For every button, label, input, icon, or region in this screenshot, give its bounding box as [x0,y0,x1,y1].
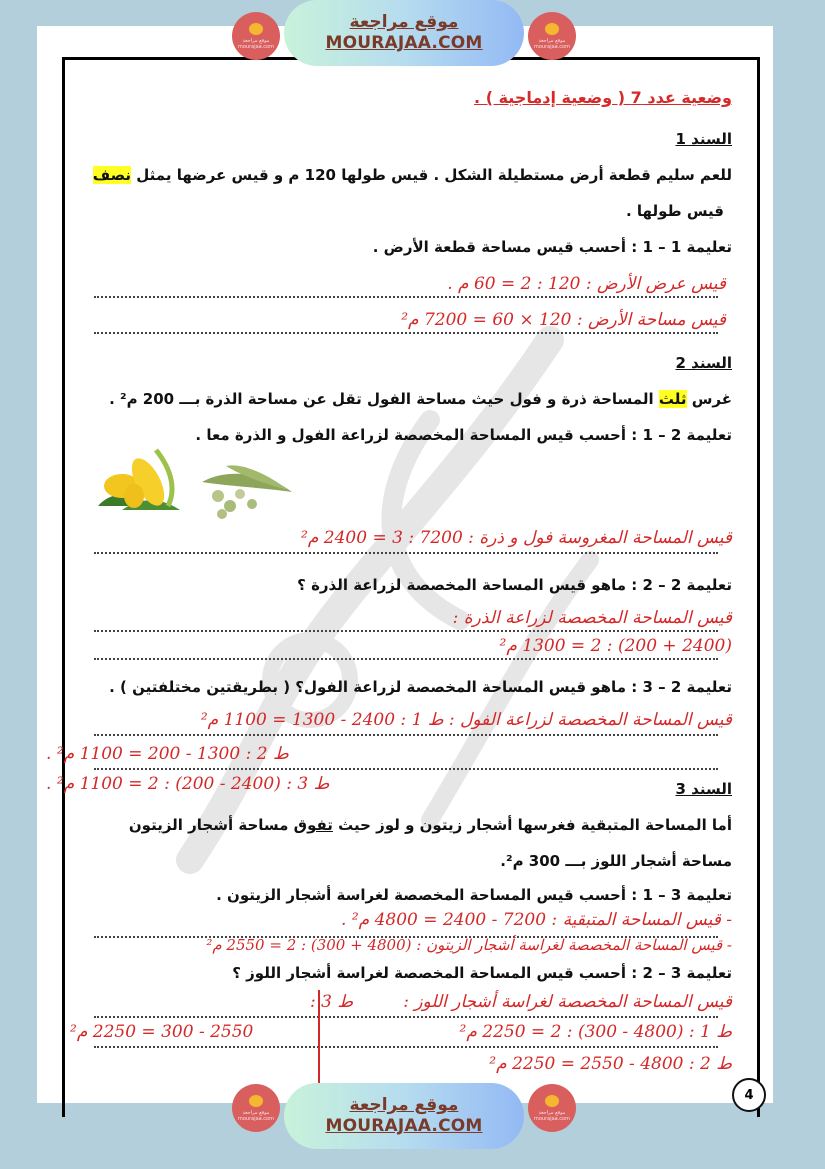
answer-line [94,658,718,660]
answer-3-1-line2: - قيس المساحة المخصصة لغراسة أشجار الزيتون : (4800 + 300) : 2 = 2550 م² [206,936,732,954]
site-name-latin: MOURAJAA.COM [325,1116,483,1136]
answer-2-1: قيس المساحة المغروسة فول و ذرة : 7200 : 3 = 2400 م² [301,528,732,548]
site-name-latin: MOURAJAA.COM [325,33,483,53]
answer-1-1-line1: قيس عرض الأرض : 120 : 2 = 60 م . [447,274,726,294]
site-logo-badge[interactable]: موقع مراجعة mourajaa.com [528,12,576,60]
answer-line [94,1046,718,1048]
book-icon [249,1095,263,1107]
site-banner-bottom [0,1083,825,1153]
answer-3-2-method1: ط 1 : (4800 - 300) : 2 = 2250 م² [459,1022,732,1042]
site-logo-badge[interactable]: موقع مراجعة mourajaa.com [528,1084,576,1132]
site-logo-badge[interactable]: موقع مراجعة mourajaa.com [232,1084,280,1132]
site-link-pill[interactable] [284,0,524,66]
question-2-2: تعليمة 2 – 2 : ماهو قيس المساحة المخصصة لزراعة الذرة ؟ [297,576,732,594]
answer-line [94,630,718,632]
site-name-arabic: موقع مراجعة [349,12,459,32]
answer-line [94,734,718,736]
question-3-1: تعليمة 3 – 1 : أحسب قيس المساحة المخصصة لغراسة أشجار الزيتون . [216,886,732,904]
answer-3-2-method3-label: ط 3 : [310,992,354,1012]
question-2-1: تعليمة 2 – 1 : أحسب قيس المساحة المخصصة لزراعة الفول و الذرة معا . [195,426,732,444]
answer-line [94,296,718,298]
answer-2-2-line1: قيس المساحة المخصصة لزراعة الذرة : [452,608,732,628]
sanad-3-text-line1: أما المساحة المتبقية فغرسها أشجار زيتون و لوز حيث تفوق مساحة أشجار الزيتون [128,816,732,834]
answer-3-2-line1: قيس المساحة المخصصة لغراسة أشجار اللوز : [403,992,732,1012]
book-icon [545,1095,559,1107]
question-2-3: تعليمة 2 – 3 : ماهو قيس المساحة المخصصة لزراعة الفول؟ ( بطريقتين مختلفتين ) . [109,678,732,696]
handwritten-divider [318,990,320,1090]
answer-3-2-method3: 2550 - 300 = 2250 م² [70,1022,254,1042]
answer-line [94,768,718,770]
book-icon [249,23,263,35]
fava-beans-image [196,462,296,522]
underlined-exceeds: تفوق [293,816,333,834]
book-icon [545,23,559,35]
answer-line [94,1016,718,1018]
sanad-3-label: السند 3 [675,780,732,798]
answer-3-1-line1: - قيس المساحة المتبقية : 7200 - 2400 = 4800 م² . [341,910,732,930]
highlight-half: نصف [92,166,132,184]
answer-2-3-line1: قيس المساحة المخصصة لزراعة الفول : ط 1 : 2400 - 1300 = 1100 م² [200,710,732,730]
corn-image [92,440,184,512]
answer-2-2-line2: (2400 + 200) : 2 = 1300 م² [499,636,732,656]
site-link-pill[interactable] [284,1083,524,1149]
site-logo-badge[interactable]: موقع مراجعة mourajaa.com [232,12,280,60]
sanad-3-text-line2: مساحة أشجار اللوز بـــ 300 م². [500,852,732,870]
answer-2-3-line2: ط 2 : 1300 - 200 = 1100 م² . [46,744,289,764]
worksheet-title: وضعية عدد 7 ( وضعية إدماجية ) . [474,88,732,107]
answer-line [94,332,718,334]
question-3-2: تعليمة 3 – 2 : أحسب قيس المساحة المخصصة لغراسة أشجار اللوز ؟ [232,964,732,982]
sanad-1-label: السند 1 [675,130,732,148]
sanad-1-text-line2: قيس طولها . [626,202,724,220]
highlight-third: ثلث [658,390,687,408]
sanad-2-text: غرس ثلث المساحة ذرة و فول حيث مساحة الفول تقل عن مساحة الذرة بـــ 200 م² . [109,390,732,408]
site-name-arabic: موقع مراجعة [349,1095,459,1115]
answer-line [94,552,718,554]
sanad-2-label: السند 2 [675,354,732,372]
answer-2-3-line3: ط 3 : (2400 - 200) : 2 = 1100 م² . [46,774,330,794]
answer-1-1-line2: قيس مساحة الأرض : 120 × 60 = 7200 م² [401,310,726,330]
question-1-1: تعليمة 1 – 1 : أحسب قيس مساحة قطعة الأرض . [372,238,732,256]
page-number: 4 [732,1078,766,1112]
site-banner-top [0,0,825,70]
answer-3-2-method2: ط 2 : 4800 - 2550 = 2250 م² [489,1054,732,1074]
sanad-1-text-line1: للعم سليم قطعة أرض مستطيلة الشكل . قيس طولها 120 م و قيس عرضها يمثل نصف [92,166,732,184]
